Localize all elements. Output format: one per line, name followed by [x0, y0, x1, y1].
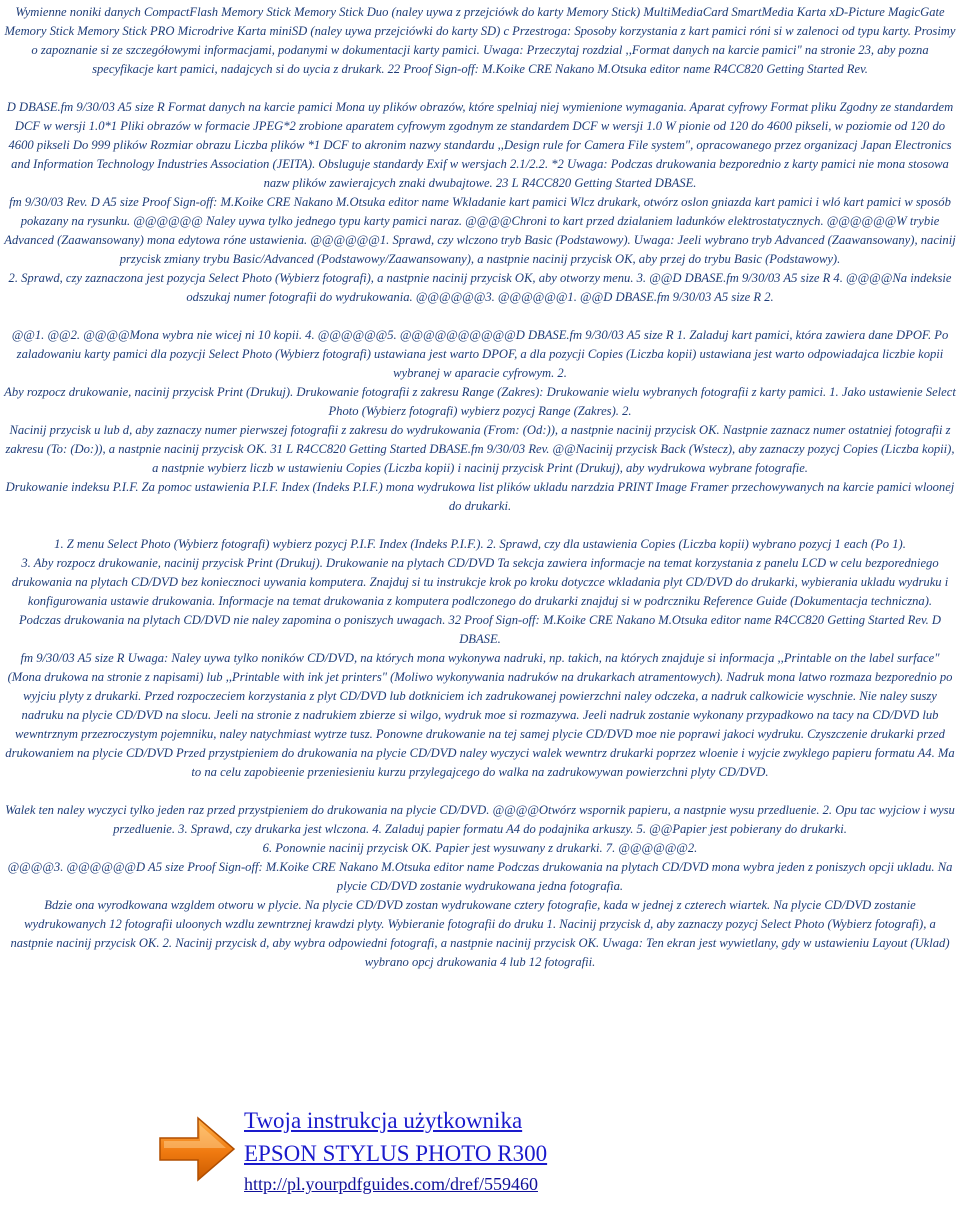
footer-product-link[interactable]: EPSON STYLUS PHOTO R300 [244, 1141, 548, 1166]
paragraph: 2. Sprawd, czy zaznaczona jest pozycja Select Photo (Wybierz fotografi), a nastpnie nacinij przycisk OK, aby otworzy menu. 3. @@D DBASE.fm 9/30/03 A5 size R 4. @@@@Na indeksie odszukaj numer fotografii do wydrukowania. @@@@@@3. @@@@@@1. @@D DBASE.fm 9/30/03 A5 size R 2. [8, 271, 952, 304]
paragraph: Nacinij przycisk u lub d, aby zaznaczy numer pierwszej fotografii z zakresu do wydrukowania (From: (Od:)), a nastpnie nacinij przycisk OK. Nastpnie zaznacz numer ostatniej fotografii z zakresu (To: (Do:)), a nastpnie nacinij przycisk OK. 31 L R4CC820 Getting Started DBASE.fm 9/30/03 Rev. @@Nacinij przycisk Back (Wstecz), aby zaznaczy pozycj Copies (Liczba kopii), a nastpnie wybierz liczb w ustawieniu Copies (Liczba kopii) i nacinij przycisk Print (Drukuj), aby wydrukowa wybrane fotografie. [5, 423, 955, 475]
orange-arrow-icon [156, 1108, 238, 1190]
paragraph: fm 9/30/03 A5 size R Uwaga: Naley uywa tylko noników CD/DVD, na których mona wykonywa nadruki, np. takich, na których znajduje si informacja ,,Printable on the label surface" (Mona drukowa na stronie z napisami) lub ,,Printable with ink jet printers" (Moliwo wykonywania nadruków na drukarkach atramentowych). Nadruk mona latwo rozmaza bezporednio po wyjciu plyty z drukarki. Przed rozpoczeciem korzystania z plyt CD/DVD lub dotkniciem ich zadrukowanej powierzchni naley odczeka, a nadruk calkowicie wyschnie. Nie naley suszy nadruku na plycie CD/DVD na slocu. Jeeli na stronie z nadrukiem zbierze si wilgo, wydruk moe si rozmazywa. Jeeli nadruk zostanie wykonany przypadkowo na tacy na CD/DVD lub wewntrznym przezroczystym pojemniku, naley natychmiast wytrze tusz. Ponowne drukowanie na tej samej plycie CD/DVD moe nie poprawi jakoci wydruku. Czyszczenie drukarki przed drukowaniem na plycie CD/DVD Przed przystpieniem do drukowania na plycie CD/DVD naley wyczyci walek wewntrz drukarki poprzez wloenie i wyjcie zwyklego papieru formatu A4. Ma to na celu zapobieenie przeniesieniu kurzu przylegajcego do walka na zadrukowywan powierzchni plyty CD/DVD. [5, 651, 955, 779]
paragraph: Bdzie ona wyrodkowana wzgldem otworu w plycie. Na plycie CD/DVD zostan wydrukowane cztery fotografie, kada w jednej z czterech wiartek. Na plycie CD/DVD zostanie wydrukowanych 12 fotografii uloonych wzdlu zewntrznej krawdzi plyty. Wybieranie fotografii do druku 1. Nacinij przycisk d, aby zaznaczy pozycj Select Photo (Wybierz fotografi), a nastpnie nacinij przycisk OK. 2. Nacinij przycisk d, aby wybra odpowiedni fotografi, a nastpnie nacinij przycisk OK. Uwaga: Ten ekran jest wywietlany, gdy w ustawieniu Layout (Uklad) wybrano opcj drukowania 4 lub 12 fotografii. [10, 898, 950, 969]
paragraph: @@@@3. @@@@@@D A5 size Proof Sign-off: M.Koike CRE Nakano M.Otsuka editor name Podczas drukowania na plytach CD/DVD mona wybra jeden z poniszych opcji ukladu. Na plycie CD/DVD zostanie wydrukowana jedna fotografia. [7, 860, 953, 893]
footer-title-link[interactable]: Twoja instrukcja użytkownika [244, 1108, 523, 1133]
paragraph: D DBASE.fm 9/30/03 A5 size R Format danych na karcie pamici Mona uy plików obrazów, które spelniaj niej wymienione wymagania. Aparat cyfrowy Format pliku Zgodny ze standardem DCF w wersji 1.0*1 Pliki obrazów w formacie JPEG*2 zrobione aparatem cyfrowym zgodnym ze standardem DCF w wersji 1.0 W pionie od 120 do 4600 pikseli, w poziomie od 120 do 4600 pikseli Do 999 plików Rozmiar obrazu Liczba plików *1 DCF to akronim nazwy standardu ,,Design rule for Camera File system", opracowanego przez organizacj Japan Electronics and Information Technology Industries Association (JEITA). Obsluguje standardy Exif w wersjach 2.1/2.2. *2 Uwaga: Podczas drukowania bezporednio z karty pamici nie mona stosowa nazw plików zawierajcych znaki dwubajtowe. 23 L R4CC820 Getting Started DBASE. [6, 100, 954, 190]
paragraph: 6. Ponownie nacinij przycisk OK. Papier jest wysuwany z drukarki. 7. @@@@@@2. [262, 841, 698, 855]
paragraph: @@1. @@2. @@@@Mona wybra nie wicej ni 10 kopii. 4. @@@@@@5. @@@@@@@@@@D DBASE.fm 9/30/03 A5 size R 1. Zaladuj kart pamici, która zawiera dane DPOF. Po zaladowaniu karty pamici dla pozycji Select Photo (Wybierz fotografi) ustawiana jest warto DPOF, a dla pozycji Copies (Liczba kopii) ustawiana jest warto odpowiadajca liczbie kopii wybranej w aparacie cyfrowym. 2. [11, 328, 949, 380]
paragraph: Wymienne noniki danych CompactFlash Memory Stick Memory Stick Duo (naley uywa z przejciówk do karty Memory Stick) MultiMediaCard SmartMedia Karta xD-Picture MagicGate Memory Stick Memory Stick PRO Microdrive Karta miniSD (naley uywa przejciówki do karty SD) c Przestroga: Sposoby korzystania z kart pamici róni si w zalenoci od typu karty. Prosimy o zapoznanie si ze szczegółowymi informacjami, podanymi w dokumentacji karty pamici. Uwaga: Przeczytaj rozdzial ,,Format danych na karcie pamici" na stronie 23, aby pozna specyfikacje kart pamici, nadajcych si do uycia z drukark. 22 Proof Sign-off: M.Koike CRE Nakano M.Otsuka editor name R4CC820 Getting Started Rev. [4, 5, 956, 76]
paragraph: 1. Z menu Select Photo (Wybierz fotografi) wybierz pozycj P.I.F. Index (Indeks P.I.F.). 2. Sprawd, czy dla ustawienia Copies (Liczba kopii) wybrano pozycj 1 each (Po 1). [54, 537, 906, 551]
footer-banner [150, 1106, 750, 1201]
manual-text [4, 3, 956, 972]
footer-url-link[interactable]: http://pl.yourpdfguides.com/dref/559460 [244, 1174, 538, 1194]
paragraph: 3. Aby rozpocz drukowanie, nacinij przycisk Print (Drukuj). Drukowanie na plytach CD/DVD Ta sekcja zawiera informacje na temat korzystania z panelu LCD w celu bezporedniego drukowania na plytach CD/DVD bez koniecznoci uywania komputera. Znajduj si tu instrukcje krok po kroku dotyczce wkladania plyt CD/DVD do drukarki, wybierania ukladu wydruku i konfigurowania ustawie drukowania. Informacje na temat drukowania z komputera podlczonego do drukarki znajduj si w podrczniku Reference Guide (Dokumentacja techniczna). [11, 556, 949, 608]
paragraph: Drukowanie indeksu P.I.F. Za pomoc ustawienia P.I.F. Index (Indeks P.I.F.) mona wydrukowa list plików ukladu narzdzia PRINT Image Framer przechowywanych na karcie pamici wloonej do drukarki. [5, 480, 955, 513]
paragraph: Aby rozpocz drukowanie, nacinij przycisk Print (Drukuj). Drukowanie fotografii z zakresu Range (Zakres): Drukowanie wielu wybranych fotografii z karty pamici. 1. Jako ustawienie Select Photo (Wybierz fotografi) wybierz pozycj Range (Zakres). 2. [4, 385, 956, 418]
paragraph: Walek ten naley wyczyci tylko jeden raz przed przystpieniem do drukowania na plycie CD/DVD. @@@@Otwórz wspornik papieru, a nastpnie wysu przedluenie. 2. Opu tac wyjciow i wysu przedluenie. 3. Sprawd, czy drukarka jest wlczona. 4. Zaladuj papier formatu A4 do podajnika arkuszy. 5. @@Papier jest pobierany do drukarki. [5, 803, 955, 836]
paragraph: fm 9/30/03 Rev. D A5 size Proof Sign-off: M.Koike CRE Nakano M.Otsuka editor name Wkladanie kart pamici Wlcz drukark, otwórz oslon gniazda kart pamici i wló kart pamici w sposób pokazany na rysunku. @@@@@@ Naley uywa tylko jednego typu karty pamici naraz. @@@@Chroni to kart przed dzialaniem ladunków elektrostatycznych. @@@@@@W trybie Advanced (Zaawansowany) mona edytowa róne ustawienia. @@@@@@1. Sprawd, czy wlczono tryb Basic (Podstawowy). Uwaga: Jeeli wybrano tryb Advanced (Zaawansowany), nacinij przycisk zmiany trybu Basic/Advanced (Podstawowy/Zaawansowany), a nastpnie nacinij przycisk OK, aby przej do trybu Basic (Podstawowy). [4, 195, 956, 266]
paragraph: Podczas drukowania na plytach CD/DVD nie naley zapomina o poniszych uwagach. 32 Proof Sign-off: M.Koike CRE Nakano M.Otsuka editor name R4CC820 Getting Started Rev. D DBASE. [18, 613, 942, 646]
